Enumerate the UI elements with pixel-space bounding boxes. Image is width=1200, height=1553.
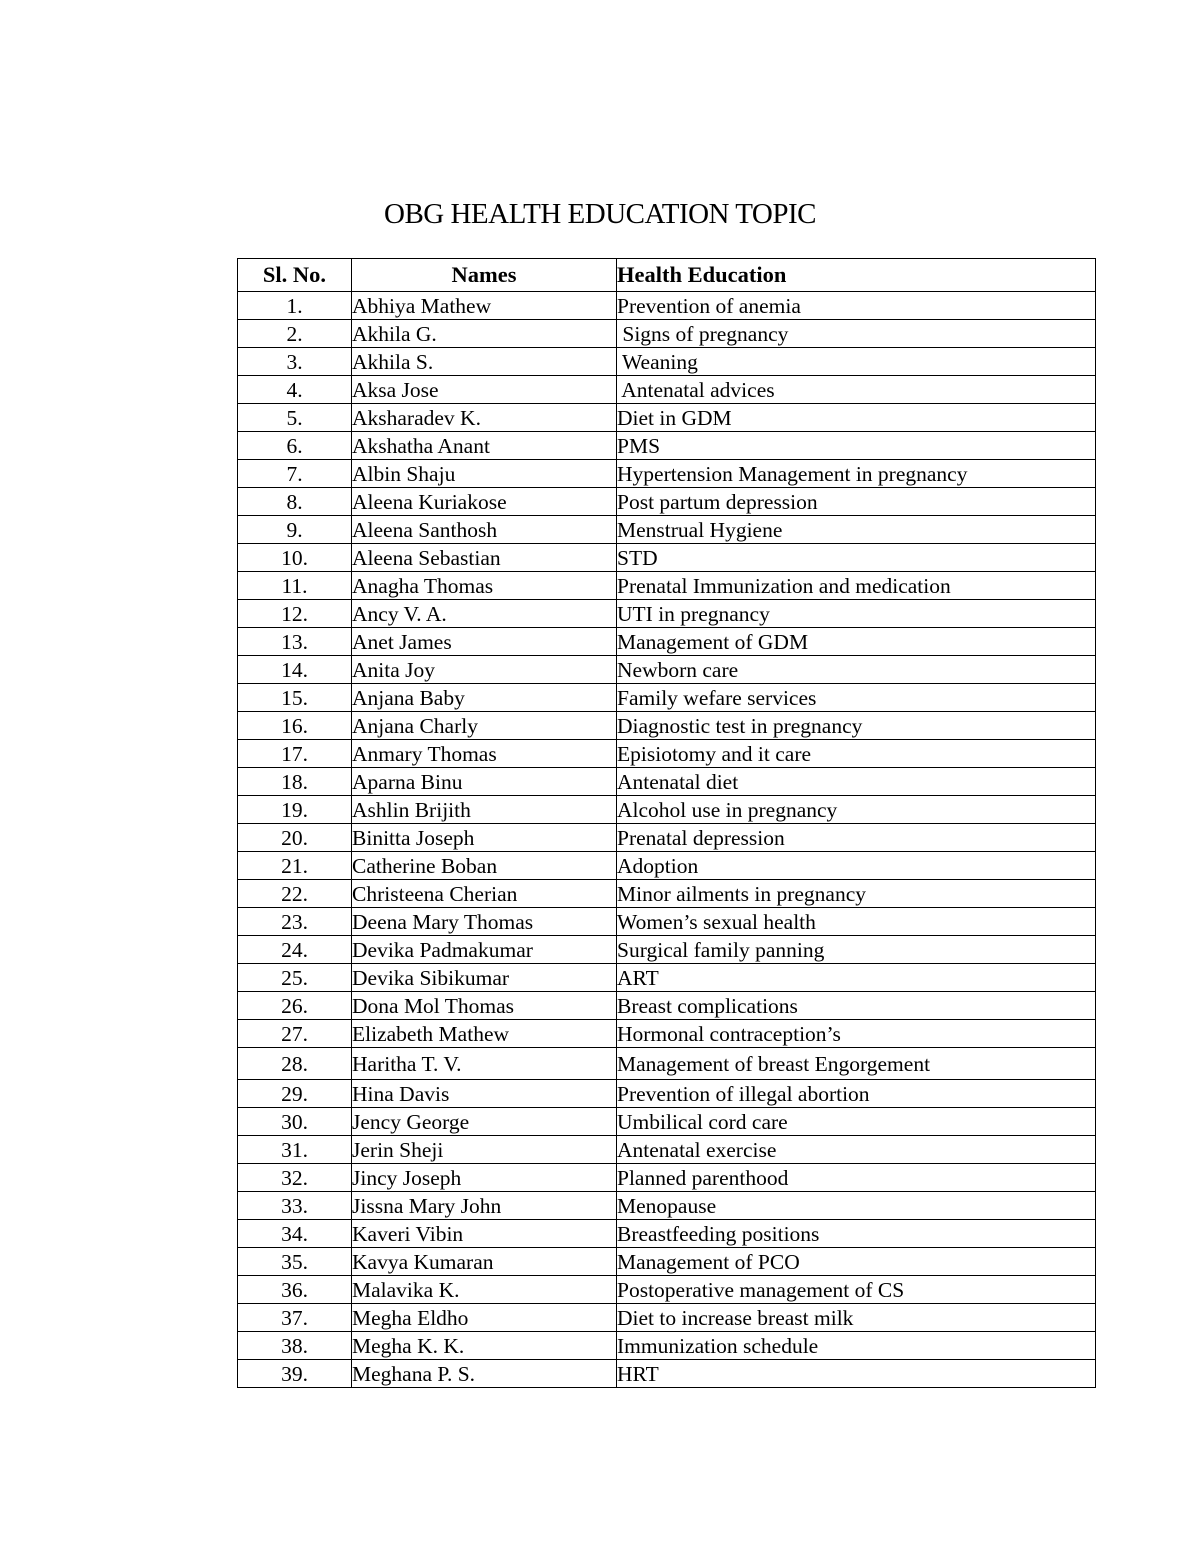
serial-number-cell: 11. (238, 572, 352, 600)
table-row (238, 432, 1096, 460)
name-cell: Aksharadev K. (352, 404, 617, 432)
table-row (238, 1276, 1096, 1304)
serial-number-cell: 23. (238, 908, 352, 936)
topic-cell: Antenatal advices (617, 376, 1096, 404)
topic-cell: Prenatal Immunization and medication (617, 572, 1096, 600)
name-cell: Aleena Kuriakose (352, 488, 617, 516)
serial-number-cell: 32. (238, 1164, 352, 1192)
name-cell: Anagha Thomas (352, 572, 617, 600)
table-row (238, 1020, 1096, 1048)
serial-number-cell: 38. (238, 1332, 352, 1360)
topic-cell: Weaning (617, 348, 1096, 376)
topic-cell: Hypertension Management in pregnancy (617, 460, 1096, 488)
topic-cell: Menopause (617, 1192, 1096, 1220)
name-cell: Hina Davis (352, 1080, 617, 1108)
serial-number-cell: 30. (238, 1108, 352, 1136)
serial-number-cell: 14. (238, 656, 352, 684)
name-cell: Akhila G. (352, 320, 617, 348)
topic-cell: Diet in GDM (617, 404, 1096, 432)
serial-number-cell: 36. (238, 1276, 352, 1304)
table-row (238, 460, 1096, 488)
name-cell: Ancy V. A. (352, 600, 617, 628)
name-cell: Jency George (352, 1108, 617, 1136)
topic-cell: Umbilical cord care (617, 1108, 1096, 1136)
column-header-health-education: Health Education (617, 259, 1096, 292)
table-row (238, 964, 1096, 992)
table-row (238, 1080, 1096, 1108)
table-row (238, 684, 1096, 712)
topic-cell: UTI in pregnancy (617, 600, 1096, 628)
serial-number-cell: 26. (238, 992, 352, 1020)
serial-number-cell: 27. (238, 1020, 352, 1048)
name-cell: Catherine Boban (352, 852, 617, 880)
name-cell: Megha K. K. (352, 1332, 617, 1360)
serial-number-cell: 6. (238, 432, 352, 460)
name-cell: Aksa Jose (352, 376, 617, 404)
topic-cell: Breast complications (617, 992, 1096, 1020)
topic-cell: Newborn care (617, 656, 1096, 684)
name-cell: Malavika K. (352, 1276, 617, 1304)
table-row (238, 1248, 1096, 1276)
topic-cell: Management of GDM (617, 628, 1096, 656)
serial-number-cell: 19. (238, 796, 352, 824)
topic-cell: Alcohol use in pregnancy (617, 796, 1096, 824)
topic-cell: Immunization schedule (617, 1332, 1096, 1360)
name-cell: Jerin Sheji (352, 1136, 617, 1164)
serial-number-cell: 9. (238, 516, 352, 544)
table-row (238, 628, 1096, 656)
topic-cell: ART (617, 964, 1096, 992)
name-cell: Kavya Kumaran (352, 1248, 617, 1276)
topic-cell: Prevention of illegal abortion (617, 1080, 1096, 1108)
table-row (238, 768, 1096, 796)
topic-cell: Post partum depression (617, 488, 1096, 516)
serial-number-cell: 3. (238, 348, 352, 376)
topic-cell: STD (617, 544, 1096, 572)
table-row (238, 1304, 1096, 1332)
name-cell: Haritha T. V. (352, 1048, 617, 1080)
topic-cell: Management of breast Engorgement (617, 1048, 1096, 1080)
name-cell: Megha Eldho (352, 1304, 617, 1332)
name-cell: Jissna Mary John (352, 1192, 617, 1220)
name-cell: Meghana P. S. (352, 1360, 617, 1388)
table-row (238, 404, 1096, 432)
serial-number-cell: 18. (238, 768, 352, 796)
serial-number-cell: 28. (238, 1048, 352, 1080)
serial-number-cell: 34. (238, 1220, 352, 1248)
table-row (238, 376, 1096, 404)
page-title (0, 196, 1200, 232)
topic-cell: HRT (617, 1360, 1096, 1388)
name-cell: Devika Sibikumar (352, 964, 617, 992)
topic-cell: Menstrual Hygiene (617, 516, 1096, 544)
table-row (238, 1164, 1096, 1192)
name-cell: Anjana Charly (352, 712, 617, 740)
table-row (238, 796, 1096, 824)
table-row (238, 516, 1096, 544)
serial-number-cell: 21. (238, 852, 352, 880)
table-row (238, 936, 1096, 964)
name-cell: Christeena Cherian (352, 880, 617, 908)
serial-number-cell: 1. (238, 292, 352, 320)
table-row (238, 488, 1096, 516)
table-row (238, 712, 1096, 740)
table-row (238, 656, 1096, 684)
serial-number-cell: 17. (238, 740, 352, 768)
name-cell: Anita Joy (352, 656, 617, 684)
topic-cell: Diagnostic test in pregnancy (617, 712, 1096, 740)
name-cell: Anmary Thomas (352, 740, 617, 768)
name-cell: Ashlin Brijith (352, 796, 617, 824)
serial-number-cell: 2. (238, 320, 352, 348)
serial-number-cell: 4. (238, 376, 352, 404)
table-row (238, 1192, 1096, 1220)
table-row (238, 852, 1096, 880)
table-row (238, 348, 1096, 376)
table-row (238, 1108, 1096, 1136)
table-row (238, 1048, 1096, 1080)
name-cell: Aparna Binu (352, 768, 617, 796)
serial-number-cell: 5. (238, 404, 352, 432)
topic-cell: Breastfeeding positions (617, 1220, 1096, 1248)
serial-number-cell: 7. (238, 460, 352, 488)
topic-cell: Prevention of anemia (617, 292, 1096, 320)
serial-number-cell: 22. (238, 880, 352, 908)
name-cell: Dona Mol Thomas (352, 992, 617, 1020)
table-body (238, 292, 1096, 1388)
name-cell: Binitta Joseph (352, 824, 617, 852)
health-education-table (237, 258, 1096, 1388)
topic-cell: Prenatal depression (617, 824, 1096, 852)
serial-number-cell: 10. (238, 544, 352, 572)
topic-cell: Episiotomy and it care (617, 740, 1096, 768)
name-cell: Elizabeth Mathew (352, 1020, 617, 1048)
name-cell: Aleena Sebastian (352, 544, 617, 572)
serial-number-cell: 8. (238, 488, 352, 516)
table-row (238, 740, 1096, 768)
table-row (238, 1220, 1096, 1248)
name-cell: Abhiya Mathew (352, 292, 617, 320)
name-cell: Devika Padmakumar (352, 936, 617, 964)
name-cell: Kaveri Vibin (352, 1220, 617, 1248)
topic-cell: Minor ailments in pregnancy (617, 880, 1096, 908)
topic-cell: Planned parenthood (617, 1164, 1096, 1192)
serial-number-cell: 15. (238, 684, 352, 712)
table-row (238, 544, 1096, 572)
name-cell: Albin Shaju (352, 460, 617, 488)
table-row (238, 292, 1096, 320)
table-row (238, 992, 1096, 1020)
serial-number-cell: 24. (238, 936, 352, 964)
serial-number-cell: 31. (238, 1136, 352, 1164)
column-header-sl-no: Sl. No. (238, 259, 352, 292)
serial-number-cell: 37. (238, 1304, 352, 1332)
topic-cell: Management of PCO (617, 1248, 1096, 1276)
page-title-text: OBG HEALTH EDUCATION TOPIC (384, 198, 816, 230)
serial-number-cell: 20. (238, 824, 352, 852)
topic-cell: Surgical family panning (617, 936, 1096, 964)
topic-cell: Antenatal exercise (617, 1136, 1096, 1164)
topic-cell: Women’s sexual health (617, 908, 1096, 936)
table-row (238, 1360, 1096, 1388)
table-row (238, 1136, 1096, 1164)
name-cell: Akhila S. (352, 348, 617, 376)
table-row (238, 320, 1096, 348)
serial-number-cell: 12. (238, 600, 352, 628)
topic-cell: Antenatal diet (617, 768, 1096, 796)
name-cell: Anjana Baby (352, 684, 617, 712)
table-row (238, 1332, 1096, 1360)
topic-cell: Postoperative management of CS (617, 1276, 1096, 1304)
column-header-names: Names (352, 259, 617, 292)
topic-cell: Adoption (617, 852, 1096, 880)
table-row (238, 572, 1096, 600)
topic-cell: Signs of pregnancy (617, 320, 1096, 348)
serial-number-cell: 16. (238, 712, 352, 740)
name-cell: Aleena Santhosh (352, 516, 617, 544)
name-cell: Akshatha Anant (352, 432, 617, 460)
name-cell: Jincy Joseph (352, 1164, 617, 1192)
table-row (238, 880, 1096, 908)
topic-cell: PMS (617, 432, 1096, 460)
serial-number-cell: 33. (238, 1192, 352, 1220)
serial-number-cell: 39. (238, 1360, 352, 1388)
table-header-row (238, 259, 1096, 292)
topic-cell: Hormonal contraception’s (617, 1020, 1096, 1048)
name-cell: Deena Mary Thomas (352, 908, 617, 936)
topic-cell: Diet to increase breast milk (617, 1304, 1096, 1332)
serial-number-cell: 13. (238, 628, 352, 656)
name-cell: Anet James (352, 628, 617, 656)
table-row (238, 908, 1096, 936)
serial-number-cell: 35. (238, 1248, 352, 1276)
table-row (238, 600, 1096, 628)
serial-number-cell: 29. (238, 1080, 352, 1108)
topic-cell: Family wefare services (617, 684, 1096, 712)
table-row (238, 824, 1096, 852)
serial-number-cell: 25. (238, 964, 352, 992)
